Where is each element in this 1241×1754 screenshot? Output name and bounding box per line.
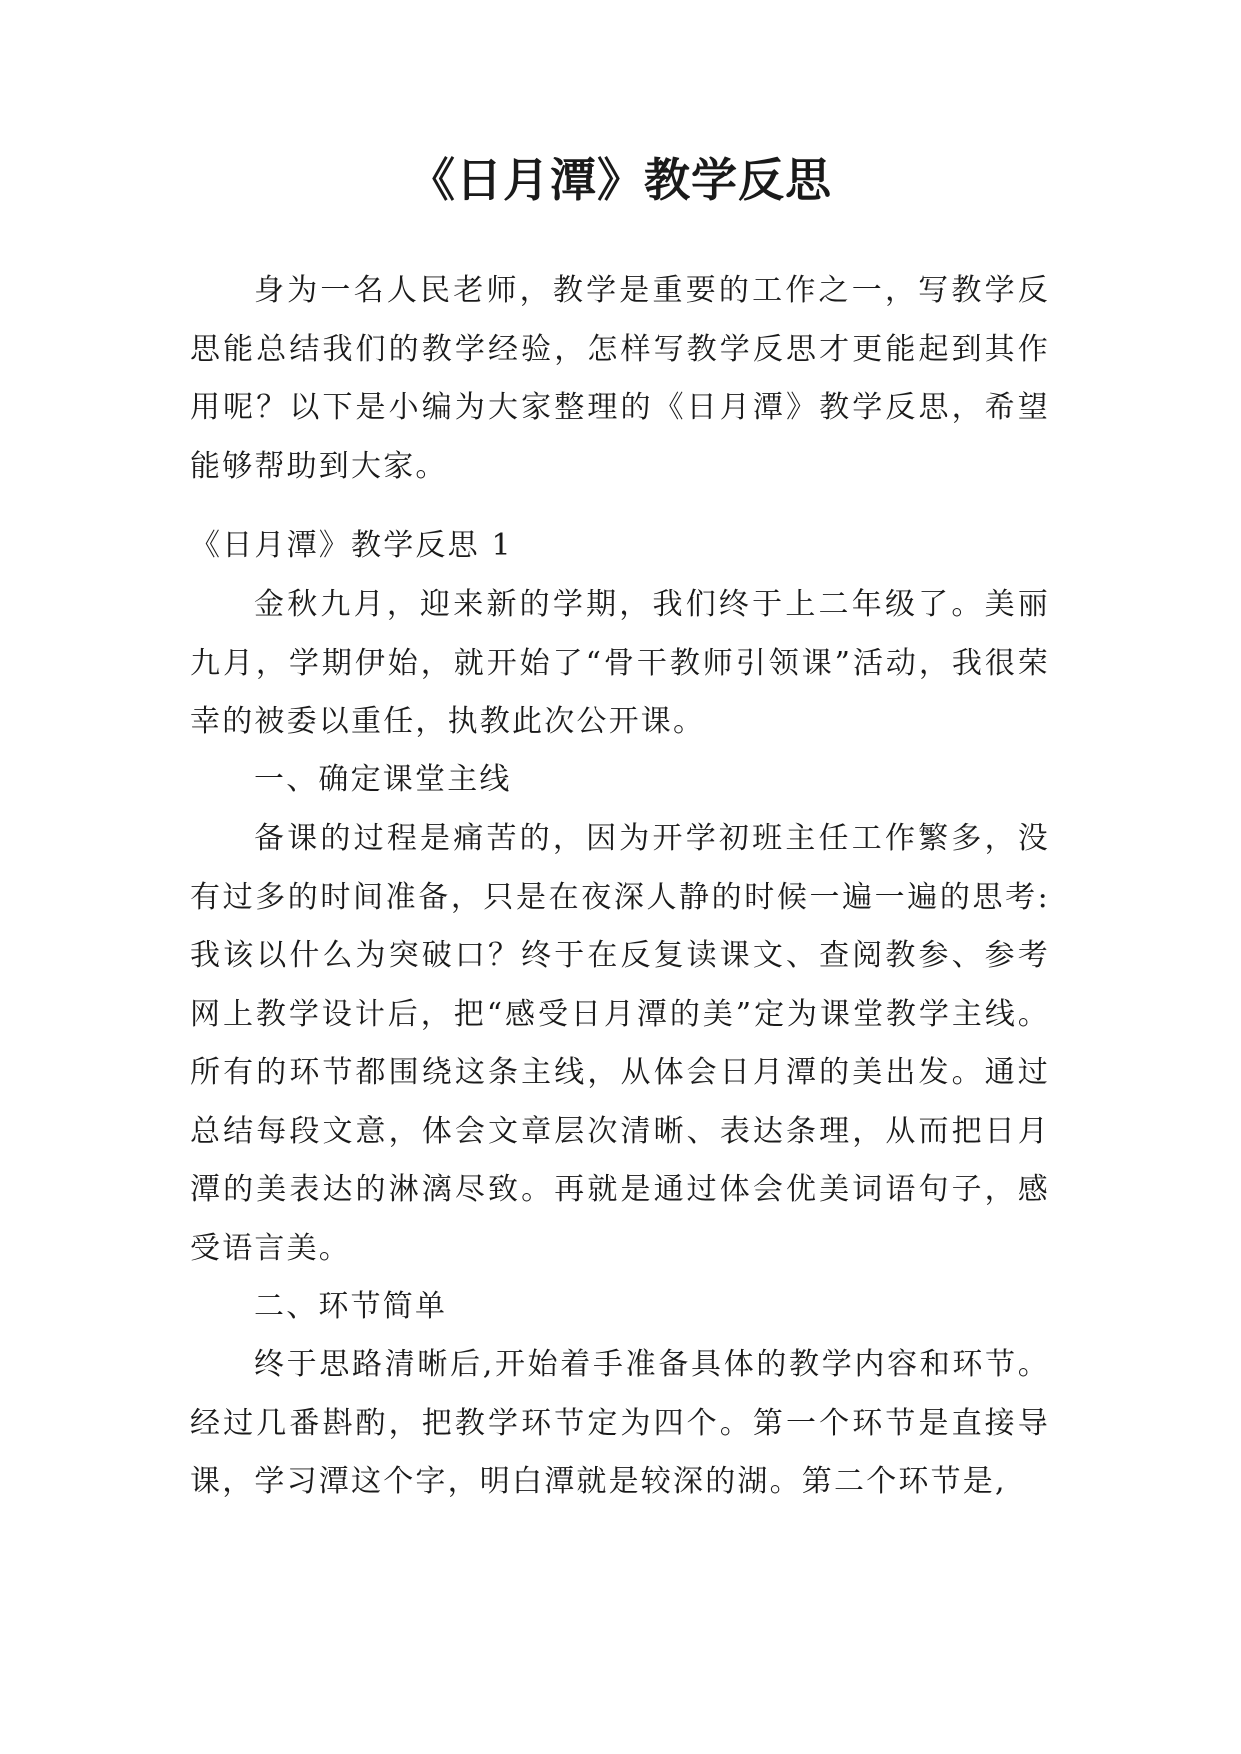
subheading: 一、确定课堂主线 bbox=[254, 762, 512, 797]
intro-paragraph: 身为一名人民老师，教学是重要的工作之一，写教学反思能总结我们的教学经验，怎样写教学反思才更能起到其作用呢？以下是小编为大家整理的《日月潭》教学反思，希望能够帮助到大家。 bbox=[190, 273, 1050, 484]
body-paragraph: 金秋九月，迎来新的学期，我们终于上二年级了。美丽九月，学期伊始，就开始了“骨干教师引领课”活动，我很荣幸的被委以重任，执教此次公开课。 bbox=[190, 587, 1050, 739]
subheading: 二、环节简单 bbox=[254, 1289, 448, 1324]
section-title: 《日月潭》教学反思 1 bbox=[190, 528, 513, 563]
body-paragraph: 备课的过程是痛苦的，因为开学初班主任工作繁多，没有过多的时间准备，只是在夜深人静的时候一遍一遍的思考:我该以什么为突破口？终于在反复读课文、查阅教参、参考网上教学设计后，把“感受日月潭的美”定为课堂教学主线。所有的环节都围绕这条主线，从体会日月潭的美出发。通过总结每段文意，体会文章层次清晰、表达条理，从而把日月潭的美表达的淋漓尽致。再就是通过体会优美词语句子，感受语言美。 bbox=[190, 821, 1050, 1266]
document-title: 《日月潭》教学反思 bbox=[409, 153, 832, 207]
body-paragraph: 终于思路清晰后,开始着手准备具体的教学内容和环节。经过几番斟酌，把教学环节定为四个。第一个环节是直接导课，学习潭这个字，明白潭就是较深的湖。第二个环节是, bbox=[190, 1347, 1050, 1499]
